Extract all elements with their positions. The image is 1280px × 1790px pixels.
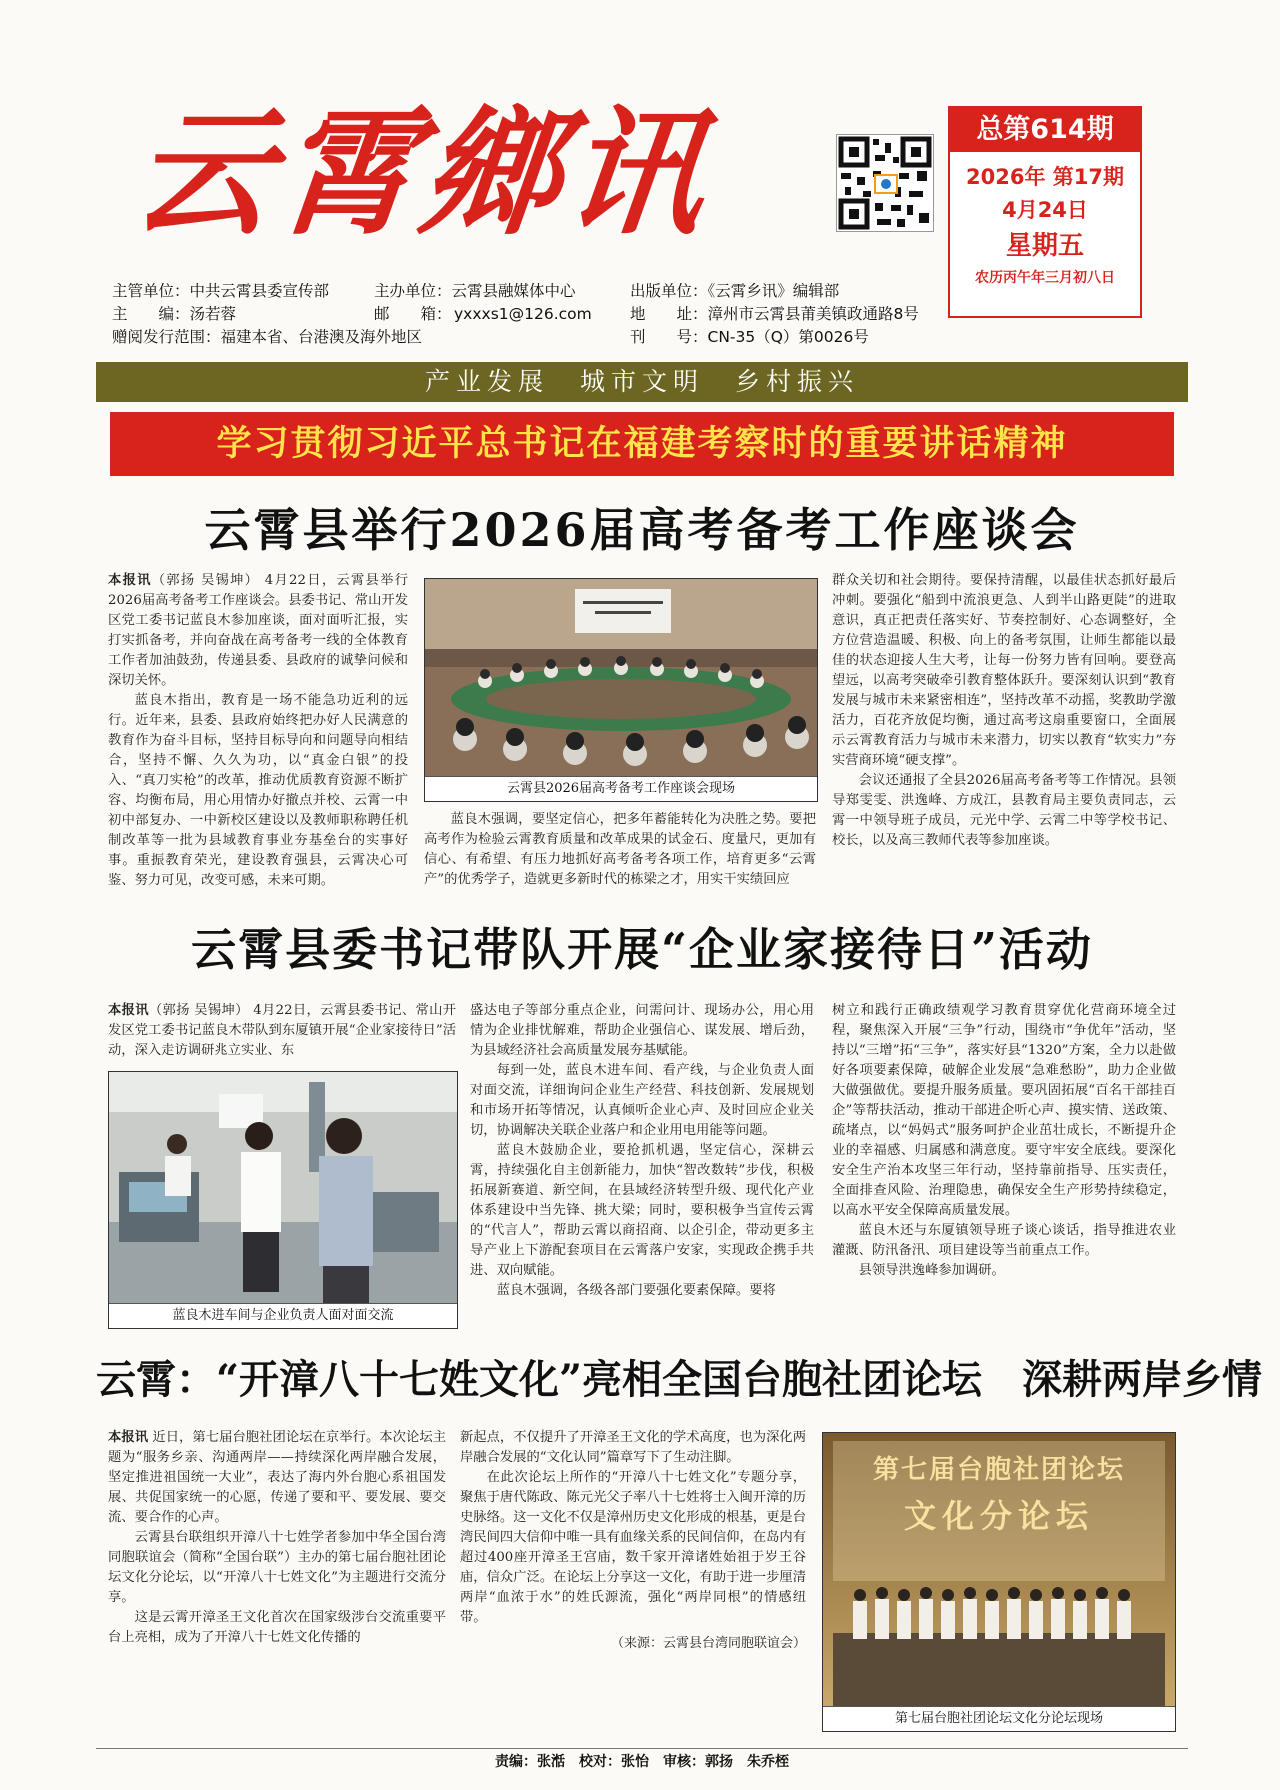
article2-lead-tag: 本报讯 xyxy=(108,1003,149,1018)
article1-p4: 群众关切和社会期待。要保持清醒，以最佳状态抓好最后冲刺。要强化“船到中流浪更急、人到半山路更陡”的进取意识，真正把责任落实好、节奏控制好、心态调整好，全方位营造温暖、积极、向上的备考氛围，让师生都能以最佳的状态迎接人生大考，让每一份努力皆有回响。要登高望远，以高考突破牵引教育整体跃升。要深刻认识到“教育发展与城市未来紧密相连”，坚持改革不动摇，奖教助学激活力，百花齐放促均衡，通过高考这扇重要窗口，全面展示云霄教育活力与城市未来潜力，切实以教育“软实力”夯实营商环境“硬支撑”。 xyxy=(832,573,1176,768)
article1-p3: 蓝良木强调，要坚定信心，把多年蓄能转化为决胜之势。要把高考作为检验云霄教育质量和改革成果的试金石、度量尺，更加有信心、有希望、有压力地抓好高考备考各项工作，培育更多“云霄产”的优秀学子，造就更多新时代的栋梁之才，用实干实绩回应 xyxy=(424,812,816,887)
credit-email[interactable]: yxxxs1@126.com xyxy=(454,305,592,323)
issue-year-number: 2026年 第17期 xyxy=(966,165,1124,189)
red-banner: 学习贯彻习近平总书记在福建考察时的重要讲话精神 xyxy=(110,412,1174,476)
article3-title: 云霄：“开漳八十七姓文化”亮相全国台胞社团论坛 深耕两岸乡情 xyxy=(96,1356,1263,1403)
article2-column-2 xyxy=(470,1001,814,1301)
issue-date: 4月24日 xyxy=(1002,198,1088,222)
article3-column-2 xyxy=(460,1428,806,1654)
article2-p1: 4月22日，云霄县委书记、常山开发区党工委书记蓝良木带队到东厦镇开展“企业家接待日”活动，深入走访调研兆立实业、东 xyxy=(108,1003,456,1058)
article3-p1: 近日，第七届台胞社团论坛在京举行。本次论坛主题为“服务乡亲、沟通两岸——持续深化两岸融合发展，坚定推进祖国统一大业”，表达了海内外台胞心系祖国发展、共促国家统一的心愿，传递了要和平、要发展、要交流、要合作的心声。 xyxy=(108,1430,447,1525)
article1-p1: 4月22日，云霄县举行2026届高考备考工作座谈会。县委书记、常山开发区党工委书记蓝良木参加座谈，面对面听汇报，实打实抓备考，并向奋战在高考备考一线的全体教育工作者加油鼓劲，传递县委、县政府的诚挚问候和深切关怀。 xyxy=(108,573,408,688)
article1-column-2 xyxy=(424,810,816,890)
publication-credits xyxy=(112,280,952,349)
article2-p5: 蓝良木强调，各级各部门要强化要素保障。要将 xyxy=(496,1283,776,1298)
credit-publisher: 出版单位：《云霄乡讯》编辑部 xyxy=(630,282,840,300)
credit-supervisor: 主管单位：中共云霄县委宣传部 xyxy=(112,282,330,300)
article2-photo-caption: 蓝良木进车间与企业负责人面对面交流 xyxy=(109,1303,457,1328)
article2-p2: 盛达电子等部分重点企业，问需问计、现场办公，用心用情为企业排忧解难，帮助企业强信心、谋发展、增后劲，为县域经济社会高质量发展夯基赋能。 xyxy=(470,1003,814,1058)
article1-column-3 xyxy=(832,571,1176,851)
article3-column-1 xyxy=(108,1428,446,1648)
masthead xyxy=(96,92,1188,292)
article2-p6: 树立和践行正确政绩观学习教育贯穿优化营商环境全过程，聚焦深入开展“三争”行动，围绕市“争优年”活动，坚持以“三增”拓“三争”，落实好县“1320”方案，全力以赴做好各项要素保障，破解企业发展“急难愁盼”，助力企业做大做强做优。要提升服务质量。要巩固拓展“百名干部挂百企”等帮扶活动，推动干部进企听心声、摸实情、送政策、疏堵点，以“妈妈式”服务呵护企业茁壮成长，不断提升企业的幸福感、归属感和满意度。要守牢安全底线。要深化安全生产治本攻坚三年行动，坚持靠前指导、压实责任，全面排查风险、治理隐患，确保安全生产形势持续稳定，以高水平安全保障高质量发展。 xyxy=(832,1003,1176,1218)
article1-lead-tag: 本报讯 xyxy=(108,573,152,588)
credit-serial: 刊 号：CN-35（Q）第0026号 xyxy=(630,328,869,346)
footer-credits: 责编：张湉 校对：张怡 审核：郭扬 朱乔桎 xyxy=(96,1748,1188,1773)
article3-p5: 在此次论坛上所作的“开漳八十七姓文化”专题分享，聚焦于唐代陈政、陈元光父子率八十七姓将士入闽开漳的历史脉络。这一文化不仅是漳州历史文化形成的根基，更是台湾民间四大信仰中唯一具有血缘关系的民间信仰，在岛内有超过400座开漳圣王宫庙，数千家开漳诸姓始祖于岁王谷庙，信众广泛。在论坛上分享这一文化，有助于进一步厘清两岸“血浓于水”的姓氏源流，强化“两岸同根”的情感纽带。 xyxy=(460,1470,806,1625)
forum-banner-line1: 第七届台胞社团论坛 xyxy=(872,1455,1125,1485)
issue-lunar-date: 农历丙午年三月初八日 xyxy=(975,270,1115,286)
factory-visit-image xyxy=(109,1072,457,1304)
credit-distribution: 赠阅发行范围：福建本省、台港澳及海外地区 xyxy=(112,328,423,346)
forum-banner-line2: 文化分论坛 xyxy=(903,1497,1094,1535)
credit-sponsor: 主办单位：云霄县融媒体中心 xyxy=(374,282,576,300)
meeting-room-image xyxy=(425,579,817,777)
issue-weekday: 星期五 xyxy=(1005,231,1084,261)
issue-info-box xyxy=(948,106,1142,318)
article2-byline: （郭扬 吴锡坤） xyxy=(148,1003,249,1018)
article2-column-1-top xyxy=(108,1001,456,1061)
issue-total-number: 总第614期 xyxy=(950,108,1140,152)
article3-photo xyxy=(822,1432,1176,1732)
article1-p5: 会议还通报了全县2026届高考备考等工作情况。县领导郑雯雯、洪逸峰、方成江，县教育局主要负责同志，云霄一中领导班子成员，元光中学、云霄二中等学校书记、校长，以及高三教师代表等参加座谈。 xyxy=(832,773,1176,848)
article2-p4: 蓝良木鼓励企业，要抢抓机遇，坚定信心，深耕云霄，持续强化自主创新能力，加快“智改数转”步伐，积极拓展新赛道、新空间，在县域经济转型升级、现代化产业体系建设中当先锋、挑大梁；同时，要积极争当宣传云霄的“代言人”，帮助云霄以商招商、以企引企，带动更多主导产业上下游配套项目在云霄落户安家，实现政企携手共进、双向赋能。 xyxy=(470,1143,814,1278)
newspaper-logo: 云霄鄉讯 xyxy=(125,91,719,254)
article3-p4: 新起点，不仅提升了开漳圣王文化的学术高度，也为深化两岸融合发展的“文化认同”篇章写下了生动注脚。 xyxy=(460,1430,806,1465)
article3-p3: 这是云霄开漳圣王文化首次在国家级涉台交流重要平台上亮相，成为了开漳八十七姓文化传播的 xyxy=(108,1610,446,1645)
article1-column-1 xyxy=(108,571,408,891)
article2-title: 云霄县委书记带队开展“企业家接待日”活动 xyxy=(191,923,1093,976)
article1-title: 云霄县举行2026届高考备考工作座谈会 xyxy=(204,503,1080,557)
article3-photo-caption: 第七届台胞社团论坛文化分论坛现场 xyxy=(823,1706,1175,1731)
credit-editor: 主 编：汤若蓉 xyxy=(112,305,237,323)
qr-code-icon xyxy=(836,134,934,232)
article3-lead-tag: 本报讯 xyxy=(108,1430,149,1445)
article1-p2: 蓝良木指出，教育是一场不能急功近利的远行。近年来，县委、县政府始终把办好人民满意的教育作为奋斗目标，坚持目标导向和问题导向相结合，坚持不懈、久久为功，以“真金白银”的投入、“真刀实枪”的改革，推动优质教育资源不断扩容、均衡布局，用心用情办好撤点并校、云霄一中初中部复办、一中新校区建设以及教师职称聘任机制改革等一批为县域教育事业夯基垒台的实事好事。重振教育荣光，建设教育强县，云霄决心可鉴、努力可见，改变可感，未来可期。 xyxy=(108,693,408,888)
slogan-bar: 产业发展 城市文明 乡村振兴 xyxy=(96,362,1188,402)
article2-p7: 蓝良木还与东厦镇领导班子谈心谈话，指导推进农业灌溉、防汛备汛、项目建设等当前重点工作。 xyxy=(832,1223,1176,1258)
article2-photo xyxy=(108,1071,458,1329)
article2-p3: 每到一处，蓝良木进车间、看产线，与企业负责人面对面交流，详细询问企业生产经营、科技创新、发展规划和市场开拓等情况，认真倾听企业心声、及时回应企业关切，协调解决关联企业落户和企业用电用能等问题。 xyxy=(470,1063,814,1138)
article3-source: （来源：云霄县台湾同胞联谊会） xyxy=(610,1636,806,1651)
article3-p2: 云霄县台联组织开漳八十七姓学者参加中华全国台湾同胞联谊会（简称“全国台联”）主办的第七届台胞社团论坛文化分论坛，以“开漳八十七姓文化”为主题进行交流分享。 xyxy=(108,1530,446,1605)
article1-photo-caption: 云霄县2026届高考备考工作座谈会现场 xyxy=(425,776,817,801)
article2-column-3 xyxy=(832,1001,1176,1281)
article1-photo xyxy=(424,578,818,802)
credit-email-label: 邮 箱： xyxy=(374,305,452,323)
article2-p8: 县领导洪逸峰参加调研。 xyxy=(858,1263,1005,1278)
credit-address: 地 址：漳州市云霄县莆美镇政通路8号 xyxy=(630,305,919,323)
article1-byline: （郭扬 吴锡坤） xyxy=(151,573,260,588)
